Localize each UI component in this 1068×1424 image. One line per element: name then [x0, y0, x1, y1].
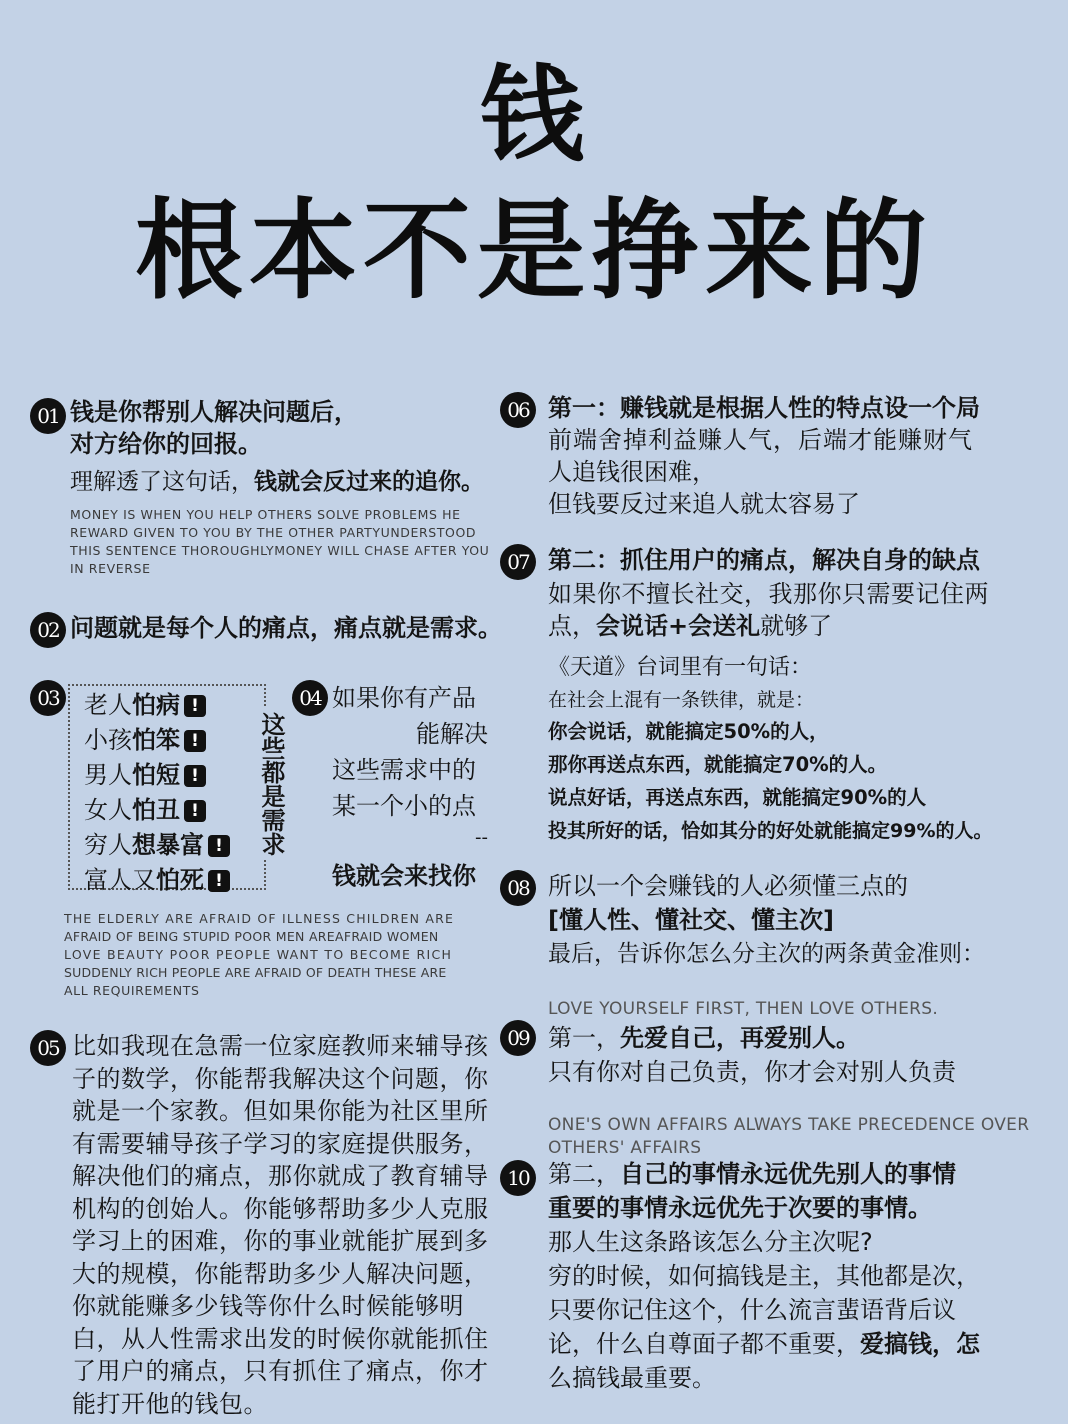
s05-paragraph — [72, 1030, 492, 1420]
section-number-04: 04 — [292, 680, 328, 716]
s0304-english-3: LOVE BEAUTY POOR PEOPLE WANT TO BECOME RICH — [64, 947, 453, 962]
section-number-01: 01 — [30, 398, 66, 434]
s04-line-3: 这些需求中的 — [332, 756, 476, 784]
section-number-10: 10 — [500, 1160, 536, 1196]
exclamation-icon: ! — [184, 765, 206, 787]
s05-line: 能打开他的钱包。 — [72, 1389, 268, 1418]
s07-bold-line: 说点好话，再送点东西，就能搞定90%的人 — [548, 786, 927, 809]
s10-line-2: 穷的时候，如何搞钱是主，其他都是次， — [548, 1262, 980, 1290]
s07-line-1: 如果你不擅长社交，我那你只需要记住两 — [548, 580, 989, 608]
fear-item: 老人怕病 ! — [84, 690, 206, 720]
s05-line: 子的数学，你能帮我解决这个问题，你 — [72, 1064, 489, 1093]
s02-headline: 问题就是每个人的痛点，痛点就是需求。 — [70, 614, 502, 642]
vertical-label: 这些都是需求 — [252, 708, 284, 860]
s05-line: 白，从人性需求出发的时候你就能抓住 — [72, 1324, 489, 1353]
s05-line: 解决他们的痛点，那你就成了教育辅导 — [72, 1162, 489, 1190]
s0304-english-5: ALL REQUIREMENTS — [64, 983, 200, 998]
s04-dash: -- — [475, 827, 488, 848]
s06-line-3: 但钱要反过来追人就太容易了 — [548, 490, 860, 518]
s09-line: 只有你对自己负责，你才会对别人负责 — [548, 1058, 956, 1086]
exclamation-icon: ! — [208, 870, 230, 892]
section-number-09: 09 — [500, 1020, 536, 1056]
s10-headline-2: 重要的事情永远优先于次要的事情。 — [548, 1194, 932, 1222]
fear-item: 男人怕短 ! — [84, 760, 206, 790]
s05-line: 学习上的困难，你的事业就能扩展到多 — [72, 1227, 489, 1255]
s06-headline: 第一：赚钱就是根据人性的特点设一个局 — [548, 394, 980, 422]
s05-line: 了用户的痛点，只有抓住了痛点，你才 — [72, 1357, 489, 1385]
s07-small: 在社会上混有一条铁律，就是： — [548, 689, 815, 711]
s08-line-3: 最后，告诉你怎么分主次的两条黄金准则： — [548, 941, 985, 967]
s04-line-4: 某一个小的点 — [332, 792, 476, 820]
s04-line-2: 能解决 — [416, 720, 488, 748]
fear-item: 穷人想暴富 ! — [84, 830, 230, 860]
s06-line-2: 人追钱很困难， — [548, 458, 716, 486]
section-number-06: 06 — [500, 392, 536, 428]
s07-bold-line: 投其所好的话，恰如其分的好处就能搞定99%的人。 — [548, 820, 993, 842]
s08-line-2: [懂人性、懂社交、懂主次] — [548, 906, 834, 934]
title-line-1: 钱 — [479, 54, 588, 176]
title-line-2: 根本不是挣来的 — [134, 189, 933, 314]
section-number-05: 05 — [30, 1030, 66, 1066]
s05-line: 机构的创始人。你能够帮助多少人克服 — [72, 1194, 489, 1223]
s07-line-2: 点，会说话+会送礼就够了 — [548, 612, 833, 640]
s09-headline: 第一，先爱自己，再爱别人。 — [548, 1024, 860, 1052]
s0304-english-2: AFRAID OF BEING STUPID POOR MEN AREAFRAID WOMEN — [64, 929, 439, 944]
exclamation-icon: ! — [184, 730, 206, 752]
exclamation-icon: ! — [184, 800, 206, 822]
s07-headline: 第二：抓住用户的痛点，解决自身的缺点 — [548, 546, 980, 574]
s0304-english-1: THE ELDERLY ARE AFRAID OF ILLNESS CHILDREN ARE — [64, 911, 455, 926]
s07-bold-line: 那你再送点东西，就能搞定70%的人。 — [548, 753, 888, 776]
fear-item: 小孩怕笨 ! — [84, 725, 206, 755]
s10-line-4: 论，什么自尊面子都不重要，爱搞钱，怎 — [548, 1330, 980, 1358]
s01-body-bold: 钱就会反过来的追你。 — [254, 469, 484, 495]
s01-headline-1: 钱是你帮别人解决问题后， — [70, 398, 358, 426]
s10-line-3: 只要你记住这个，什么流言蜚语背后议 — [548, 1296, 956, 1324]
s05-line: 大的规模，你能帮助多少人解决问题， — [72, 1259, 489, 1288]
s10-line-1: 那人生这条路该怎么分主次呢? — [548, 1228, 873, 1256]
s0304-english-4: SUDDENLY RICH PEOPLE ARE AFRAID OF DEATH THESE ARE — [64, 965, 447, 980]
s10-headline-1: 第二，自己的事情永远优先别人的事情 — [548, 1160, 956, 1188]
s08-line-1: 所以一个会赚钱的人必须懂三点的 — [548, 872, 908, 900]
section-number-02: 02 — [30, 612, 66, 648]
exclamation-icon: ! — [208, 835, 230, 857]
fear-item: 女人怕丑 ! — [84, 795, 206, 825]
section-number-07: 07 — [500, 544, 536, 580]
s01-english-3: THIS SENTENCE THOROUGHLYMONEY WILL CHASE AFTER YOU — [70, 543, 490, 558]
section-number-03: 03 — [30, 680, 66, 716]
s01-body-plain: 理解透了这句话， — [70, 469, 254, 495]
s10-line-5: 么搞钱最重要。 — [548, 1364, 716, 1392]
s04-bold: 钱就会来找你 — [332, 862, 476, 890]
s10-english-1: ONE'S OWN AFFAIRS ALWAYS TAKE PRECEDENCE OVER — [548, 1115, 1030, 1135]
s04-line-1: 如果你有产品 — [332, 684, 476, 712]
s10-english-2: OTHERS' AFFAIRS — [548, 1138, 702, 1158]
exclamation-icon: ! — [184, 695, 206, 717]
s07-bold-line: 你会说话，就能搞定50%的人， — [548, 720, 829, 743]
fear-item: 富人又怕死 ! — [84, 865, 230, 895]
s09-english: LOVE YOURSELF FIRST, THEN LOVE OTHERS. — [548, 999, 939, 1019]
section-number-08: 08 — [500, 870, 536, 906]
s01-english-4: IN REVERSE — [70, 561, 151, 576]
s05-line: 你就能赚多少钱等你什么时候能够明 — [72, 1292, 464, 1320]
s05-line: 就是一个家教。但如果你能为社区里所 — [72, 1097, 489, 1125]
s01-english-2: REWARD GIVEN TO YOU BY THE OTHER PARTYUNDERSTOOD — [70, 525, 477, 540]
s07-quote: 《天道》台词里有一句话： — [548, 655, 813, 680]
s01-body — [70, 466, 484, 498]
s05-line: 比如我现在急需一位家庭教师来辅导孩 — [72, 1032, 489, 1060]
s06-line-1: 前端舍掉利益赚人气，后端才能赚财气 — [548, 426, 973, 454]
s05-line: 有需要辅导孩子学习的家庭提供服务， — [72, 1129, 489, 1158]
s01-english-1: MONEY IS WHEN YOU HELP OTHERS SOLVE PROBLEMS HE — [70, 507, 461, 522]
s01-headline-2: 对方给你的回报。 — [70, 430, 262, 458]
